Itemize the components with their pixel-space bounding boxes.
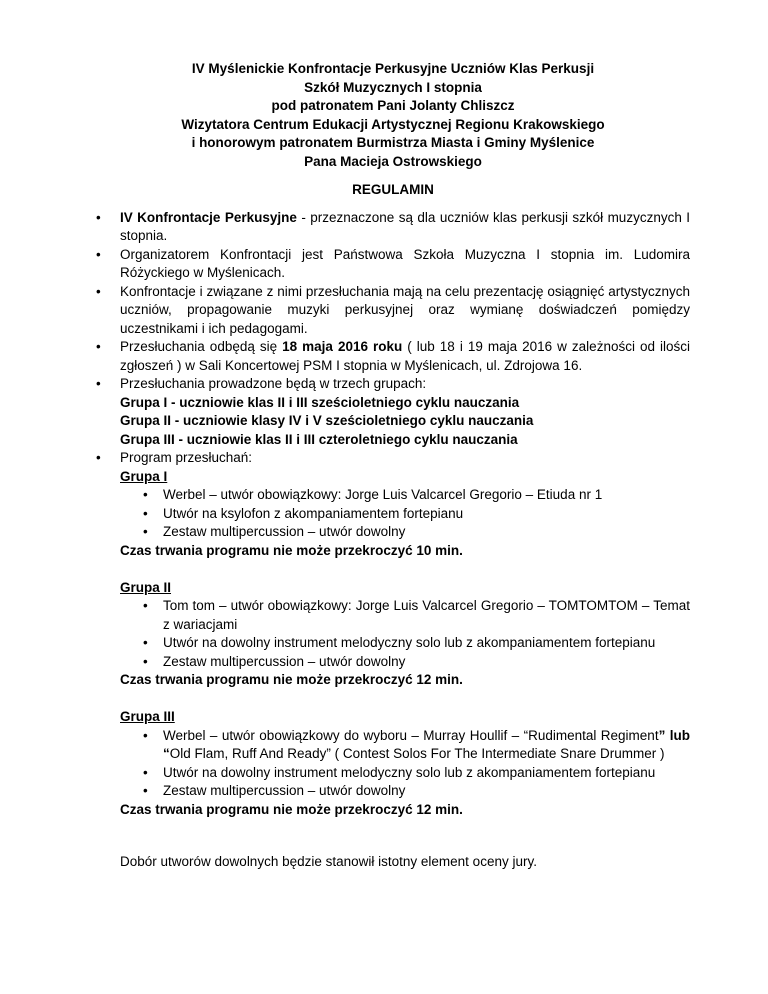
bullet-marker: •: [96, 209, 101, 225]
bullet-marker: •: [143, 653, 148, 669]
bullet-item: [96, 209, 690, 246]
bullet-marker: •: [143, 598, 148, 613]
bullet-item: [96, 375, 690, 449]
group-item: [143, 727, 690, 764]
bullet-marker: •: [96, 339, 101, 354]
bullet-text-rest: ( lub 18 i 19 maja 2016 w zależności od ilości zgłoszeń ) w Sali Koncertowej PSM I stopnia w Myślenicach, ul. Zdrojowa 16.: [120, 339, 690, 373]
group-heading: Grupa III: [120, 709, 175, 724]
group-definition: Grupa III - uczniowie klas II i III czteroletniego cyklu nauczania: [120, 431, 518, 447]
group-item: [143, 653, 690, 672]
closing-note: Dobór utworów dowolnych będzie stanowił istotny element oceny jury.: [120, 854, 537, 869]
group-item: [143, 486, 690, 505]
bullet-item: [96, 338, 690, 375]
bullet-marker: •: [143, 764, 148, 780]
group-definition: Grupa II - uczniowie klasy IV i V sześcioletniego cyklu nauczania: [120, 413, 534, 428]
bullet-marker: •: [143, 505, 148, 521]
program-intro: Program przesłuchań:: [120, 450, 253, 465]
bullet-item: [96, 449, 690, 819]
group-item-rest: Old Flam, Ruff And Ready” ( Contest Solos For The Intermediate Snare Drummer ): [169, 746, 665, 761]
group-heading: Grupa II: [120, 579, 172, 595]
bullet-item: [96, 246, 690, 283]
bullet-text-bold: 18 maja 2016 roku: [282, 339, 403, 354]
bullet-item: [96, 283, 690, 339]
group-section-2: [120, 579, 690, 690]
title-line: i honorowym patronatem Burmistrza Miasta i Gminy Myślenice: [191, 135, 595, 150]
duration-note: Czas trwania programu nie może przekroczyć 12 min.: [120, 801, 463, 817]
bullet-text: [120, 449, 690, 819]
bullet-text: Organizatorem Konfrontacji jest Państwowa Szkoła Muzyczna I stopnia im. Ludomira Różyckiego w Myślenicach.: [120, 246, 690, 280]
bullet-marker: •: [143, 783, 148, 798]
group-item-text: Utwór na ksylofon z akompaniamentem fortepianu: [163, 505, 464, 521]
bullet-marker: •: [143, 635, 148, 650]
document-title-block: [96, 60, 690, 171]
title-line: pod patronatem Pani Jolanty Chliszcz: [271, 98, 515, 113]
group-item: [143, 523, 690, 542]
group-item-text: [163, 727, 690, 764]
group-item: [143, 782, 690, 801]
group-item: [143, 634, 690, 653]
bullet-marker: •: [96, 283, 101, 299]
bullet-marker: •: [96, 376, 101, 391]
section-heading: REGULAMIN: [352, 182, 434, 197]
group-item: [143, 597, 690, 634]
group-item-bold: ” lub “: [163, 727, 690, 761]
group-item-pre: Werbel – utwór obowiązkowy do wyboru – Murray Houllif – “Rudimental Regiment: [163, 727, 659, 743]
group-definition: Grupa I - uczniowie klas II i III sześcioletniego cyklu nauczania: [120, 394, 520, 410]
title-line: Szkół Muzycznych I stopnia: [304, 79, 482, 95]
duration-note: Czas trwania programu nie może przekroczyć 12 min.: [120, 672, 463, 687]
bullet-marker: •: [96, 246, 101, 262]
bullet-text-bold: IV Konfrontacje Perkusyjne: [120, 209, 297, 225]
group-item-text: Utwór na dowolny instrument melodyczny solo lub z akompaniamentem fortepianu: [163, 635, 656, 650]
group-item: [143, 505, 690, 524]
group-item-text: Utwór na dowolny instrument melodyczny solo lub z akompaniamentem fortepianu: [163, 764, 656, 780]
group-section-1: [120, 468, 690, 561]
bullet-text-line: Przesłuchania prowadzone będą w trzech grupach:: [120, 376, 427, 391]
bullet-text-pre: Przesłuchania odbędą się: [120, 339, 283, 354]
group-item-text: Zestaw multipercussion – utwór dowolny: [163, 524, 406, 539]
regulations-list: [96, 209, 690, 820]
group-item-text: Tom tom – utwór obowiązkowy: Jorge Luis Valcarcel Gregorio – TOMTOMTOM – Temat z wariacjami: [163, 598, 690, 632]
bullet-text: [120, 375, 690, 449]
duration-note: Czas trwania programu nie może przekroczyć 10 min.: [120, 542, 463, 558]
group-item-text: Zestaw multipercussion – utwór dowolny: [163, 783, 406, 798]
bullet-text: Konfrontacje i związane z nimi przesłuchania mają na celu prezentację osiągnięć artystycznych uczniów, propagowanie muzyki perkusyjnej oraz wymianę doświadczeń pomiędzy uczestnikami i ich pedagogami.: [120, 283, 690, 336]
bullet-marker: •: [143, 727, 148, 743]
bullet-marker: •: [96, 450, 101, 465]
group-heading: Grupa I: [120, 468, 168, 484]
title-line: Pana Macieja Ostrowskiego: [304, 153, 482, 169]
group-section-3: [120, 708, 690, 819]
title-line: IV Myślenickie Konfrontacje Perkusyjne Uczniów Klas Perkusji: [191, 61, 595, 76]
title-line: Wizytatora Centrum Edukacji Artystycznej Regionu Krakowskiego: [181, 116, 605, 132]
bullet-marker: •: [143, 524, 148, 539]
bullet-text: [120, 338, 690, 375]
bullet-text: [120, 209, 690, 246]
group-item-text: Werbel – utwór obowiązkowy: Jorge Luis Valcarcel Gregorio – Etiuda nr 1: [163, 487, 603, 502]
bullet-marker: •: [143, 487, 148, 502]
group-item: [143, 764, 690, 783]
bullet-text-rest: - przeznaczone są dla uczniów klas perkusji szkół muzycznych I stopnia.: [120, 209, 691, 243]
group-item-text: Zestaw multipercussion – utwór dowolny: [163, 653, 406, 669]
